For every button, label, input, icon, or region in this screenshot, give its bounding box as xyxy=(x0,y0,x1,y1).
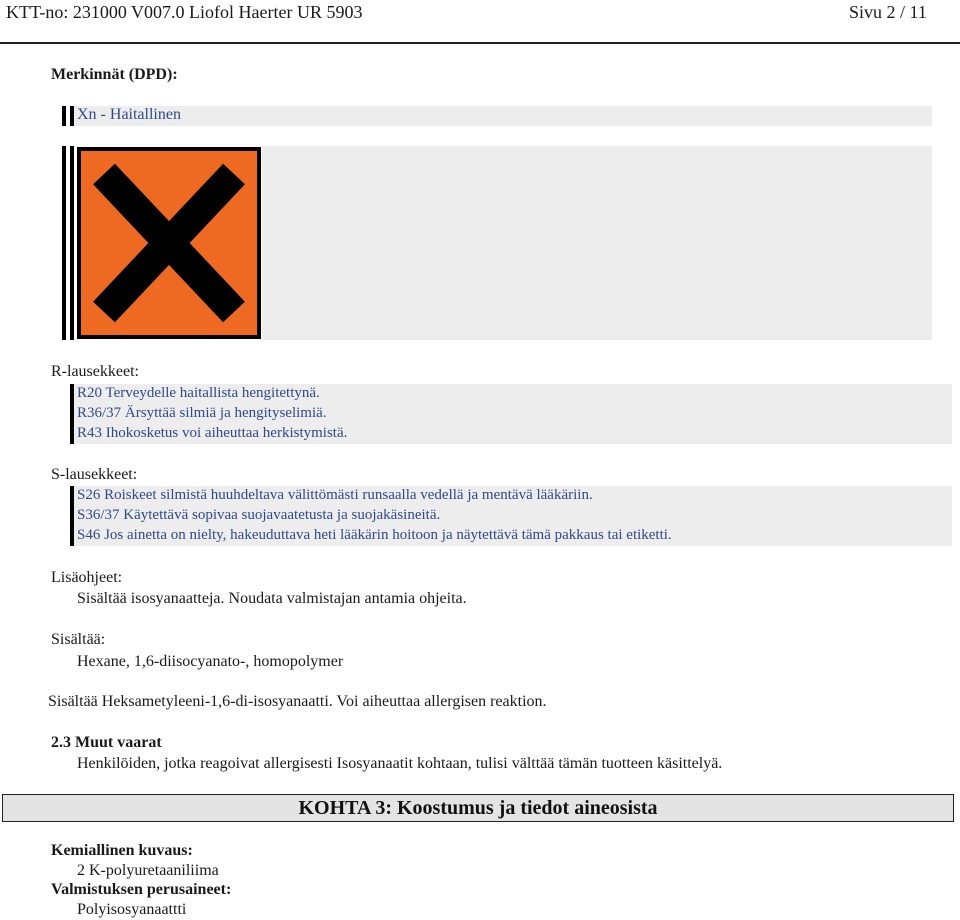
dpd-symbol-band xyxy=(73,106,932,126)
s-phrase-2: S36/37 Käytettävä sopivaa suojavaatetusta ja suojakäsineitä. xyxy=(77,507,441,523)
document-header-left: KTT-no: 231000 V007.0 Liofol Haerter UR 5903 xyxy=(6,2,363,22)
s-phrase-3: S46 Jos ainetta on nielty, hakeuduttava heti lääkärin hoitoon ja näytettävä tämä pakkaus tai etiketti. xyxy=(77,527,672,543)
additional-label: Lisäohjeet: xyxy=(51,569,123,586)
section-3-title: KOHTA 3: Koostumus ja tiedot aineosista xyxy=(298,797,658,819)
chemical-description-label: Kemiallinen kuvaus: xyxy=(51,842,193,859)
pictogram-bar-outer xyxy=(62,146,66,340)
contains-text: Hexane, 1,6-diisocyanato-, homopolymer xyxy=(77,653,344,670)
additional-text: Sisältää isosyanaatteja. Noudata valmistajan antamia ohjeita. xyxy=(77,590,467,607)
r-phrase-1: R20 Terveydelle haitallista hengitettynä. xyxy=(77,385,320,401)
r-phrases-label: R-lausekkeet: xyxy=(51,363,139,380)
s-phrases-label: S-lausekkeet: xyxy=(51,466,138,483)
dpd-symbol-text: Xn - Haitallinen xyxy=(77,106,181,123)
page-number: Sivu 2 / 11 xyxy=(849,2,927,22)
chemical-description-value: 2 K-polyuretaaniliima xyxy=(77,862,219,879)
contains-label: Sisältää: xyxy=(51,631,106,648)
header-divider xyxy=(0,42,960,44)
section-3-heading-box xyxy=(2,794,954,822)
r-phrase-2: R36/37 Ärsyttää silmiä ja hengityselimiä. xyxy=(77,405,327,421)
allergy-note: Sisältää Heksametyleeni-1,6-di-isosyanaatti. Voi aiheuttaa allergisen reaktion. xyxy=(48,693,547,710)
other-hazards-title: 2.3 Muut vaarat xyxy=(51,734,162,751)
other-hazards-text: Henkilöiden, jotka reagoivat allergisesti Isosyanaatit kohtaan, tulisi välttää tämän tuotteen käsittelyä. xyxy=(77,755,723,772)
base-materials-label: Valmistuksen perusaineet: xyxy=(51,881,232,898)
harmful-x-cross-icon xyxy=(76,146,262,340)
pictogram-band xyxy=(262,146,932,340)
dpd-bar-outer xyxy=(62,106,66,126)
dpd-label: Merkinnät (DPD): xyxy=(51,66,178,83)
pictogram-bar-inner xyxy=(70,146,74,340)
r-phrase-3: R43 Ihokosketus voi aiheuttaa herkistymistä. xyxy=(77,425,348,441)
r-phrases-bar xyxy=(70,384,74,444)
base-materials-value: Polyisosyanaattti xyxy=(77,901,187,918)
s-phrase-1: S26 Roiskeet silmistä huuhdeltava välittömästi runsaalla vedellä ja mentävä lääkäriin. xyxy=(77,487,593,503)
dpd-bar-inner xyxy=(70,106,74,126)
s-phrases-bar xyxy=(70,486,74,546)
